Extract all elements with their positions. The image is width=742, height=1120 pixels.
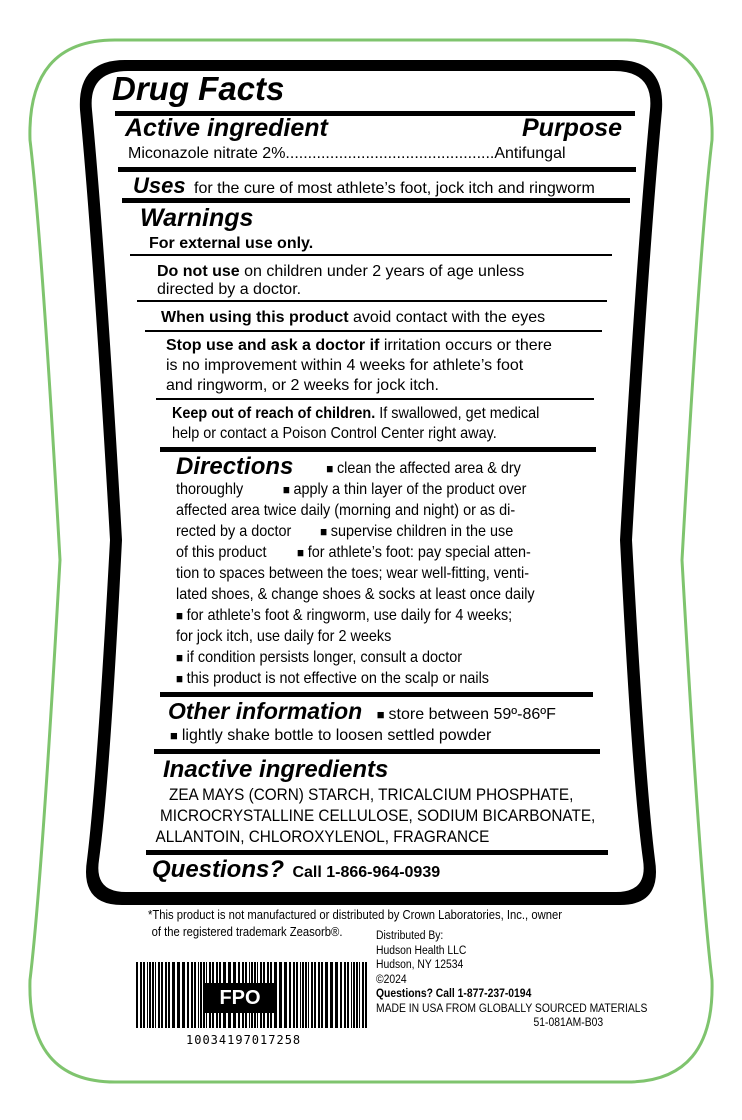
directions-text: [176, 458, 535, 689]
barcode-bar: [147, 962, 148, 1028]
directions-line: for athlete’s foot: pay special atten-: [307, 544, 531, 561]
barcode-bar: [311, 962, 313, 1028]
barcode-bar: [165, 962, 167, 1028]
active-ingredient-line: [128, 145, 566, 163]
barcode-bar: [325, 962, 328, 1028]
barcode-number: 10034197017258: [186, 1033, 302, 1047]
barcode-bar: [365, 962, 367, 1028]
directions-line: clean the affected area & dry: [336, 460, 521, 477]
directions-heading: Directions: [176, 453, 294, 480]
directions-line: if condition persists longer, consult a doctor: [186, 649, 463, 666]
keep-out-line1: If swallowed, get medical: [379, 405, 540, 422]
bullet: ■: [326, 461, 334, 476]
when-using-lead: When using this product: [161, 309, 349, 326]
trademark-line2: of the registered trademark Zeasorb®.: [151, 925, 343, 939]
distributed-by: Distributed By:: [376, 930, 444, 942]
company-name: Hudson Health LLC: [376, 944, 467, 957]
barcode-bar: [152, 962, 154, 1028]
barcode-bar: [172, 962, 175, 1028]
purpose-heading: Purpose: [522, 114, 623, 142]
barcode-bar: [351, 962, 352, 1028]
barcode-bar: [356, 962, 358, 1028]
inactive-line: ALLANTOIN, CHLOROXYLENOL, FRAGRANCE: [155, 827, 490, 846]
inactive-line: MICROCRYSTALLINE CELLULOSE, SODIUM BICARBONATE,: [160, 806, 596, 825]
barcode-bar: [305, 962, 307, 1028]
uses-section: [133, 173, 595, 199]
barcode-bar: [293, 962, 295, 1028]
barcode-bar: [296, 962, 298, 1028]
made-in: MADE IN USA FROM GLOBALLY SOURCED MATERIALS: [376, 1002, 648, 1015]
footer-questions: Questions? Call 1-877-237-0194: [376, 988, 532, 1000]
trademark-line1: *This product is not manufactured or distributed by Crown Laboratories, Inc., owner: [148, 908, 562, 922]
keep-out-lead: Keep out of reach of children.: [172, 405, 376, 422]
inactive-heading: Inactive ingredients: [163, 756, 389, 783]
directions-line: supervise children in the use: [330, 523, 514, 540]
active-ingredient-name: Miconazole nitrate 2%: [128, 145, 286, 162]
barcode-bar: [161, 962, 163, 1028]
do-not-use-line2: directed by a doctor.: [157, 281, 302, 298]
company-city: Hudson, NY 12534: [376, 959, 464, 971]
do-not-use-warning: [157, 263, 524, 299]
stop-use-line1: irritation occurs or there: [383, 337, 552, 354]
barcode-bar: [308, 962, 309, 1028]
bullet: ■: [376, 707, 385, 722]
active-ingredient-heading: Active ingredient: [125, 114, 328, 142]
barcode-bar: [318, 962, 320, 1028]
directions-line: for athlete’s foot & ringworm, use daily for 4 weeks;: [186, 607, 513, 624]
stop-use-line3: and ringworm, or 2 weeks for jock itch.: [166, 377, 439, 394]
directions-line: lated shoes, & change shoes & socks at least once daily: [176, 586, 535, 603]
copyright: ©2024: [376, 973, 407, 986]
barcode-bar: [182, 962, 185, 1028]
barcode-bar: [194, 962, 196, 1028]
leader-dots: ...............................................: [285, 145, 495, 162]
barcode-bar: [321, 962, 323, 1028]
other-info-section: [168, 698, 556, 725]
uses-text: for the cure of most athlete’s foot, jock itch and ringworm: [194, 180, 595, 197]
warnings-heading: Warnings: [140, 204, 254, 232]
barcode-bar: [314, 962, 316, 1028]
storage-text: store between 59º-86ºF: [388, 706, 556, 723]
inactive-line: ZEA MAYS (CORN) STARCH, TRICALCIUM PHOSPHATE,: [169, 785, 574, 804]
directions-line: for jock itch, use daily for 2 weeks: [176, 628, 392, 645]
bullet: ■: [297, 545, 305, 560]
bullet: ■: [282, 482, 290, 497]
barcode-bar: [344, 962, 346, 1028]
barcode-bar: [198, 962, 199, 1028]
barcode-bar: [149, 962, 151, 1028]
questions-section: [152, 856, 440, 884]
directions-line: apply a thin layer of the product over: [293, 481, 527, 498]
barcode-bar: [187, 962, 189, 1028]
uses-heading: Uses: [133, 173, 186, 198]
directions-line: thoroughly: [176, 481, 244, 498]
directions-line: rected by a doctor: [176, 523, 292, 540]
barcode-bar: [335, 962, 338, 1028]
keep-out-warning: [172, 404, 539, 444]
bullet: ■: [320, 524, 328, 539]
questions-heading: Questions?: [152, 856, 285, 883]
barcode-bar: [155, 962, 156, 1028]
stop-use-line2: is no improvement within 4 weeks for athlete’s foot: [166, 357, 524, 374]
directions-line: tion to spaces between the toes; wear well-fitting, venti-: [176, 565, 529, 582]
barcode-bar: [191, 962, 193, 1028]
barcode-bar: [289, 962, 291, 1028]
bullet: ■: [176, 671, 184, 686]
barcode-bar: [302, 962, 304, 1028]
do-not-use-lead: Do not use: [157, 263, 240, 280]
barcode-bar: [330, 962, 333, 1028]
barcode-bar: [362, 962, 364, 1028]
directions-line: of this product: [176, 544, 267, 561]
directions-line: this product is not effective on the scalp or nails: [186, 670, 489, 687]
barcode-bar: [340, 962, 342, 1028]
shake-text: lightly shake bottle to loosen settled powder: [181, 727, 492, 744]
inactive-list: [155, 784, 596, 847]
bullet: ■: [176, 608, 184, 623]
other-info-line2: [170, 727, 491, 745]
do-not-use-line1: on children under 2 years of age unless: [244, 263, 525, 280]
keep-out-line2: help or contact a Poison Control Center right away.: [172, 425, 497, 442]
fpo-badge: FPO: [205, 983, 275, 1013]
barcode-bar: [279, 962, 282, 1028]
barcode-bar: [300, 962, 301, 1028]
stop-use-warning: [166, 336, 552, 396]
barcode-bar: [200, 962, 202, 1028]
distributor-block: [376, 929, 647, 1031]
bullet: ■: [170, 728, 178, 743]
when-using-warning: [161, 309, 545, 327]
barcode-bar: [347, 962, 349, 1028]
barcode-bar: [353, 962, 355, 1028]
bullet: ■: [176, 650, 184, 665]
product-code: 51-081AM-B03: [533, 1017, 604, 1029]
barcode-bar: [136, 962, 138, 1028]
purpose-value: Antifungal: [494, 145, 566, 162]
barcode-bar: [284, 962, 287, 1028]
other-info-heading: Other information: [168, 698, 363, 724]
drug-facts-title: Drug Facts: [112, 70, 285, 107]
barcode-bar: [359, 962, 360, 1028]
stop-use-lead: Stop use and ask a doctor if: [166, 337, 380, 354]
barcode-bar: [158, 962, 160, 1028]
barcode-bar: [140, 962, 142, 1028]
barcode-bar: [177, 962, 180, 1028]
directions-line: affected area twice daily (morning and night) or as di-: [176, 502, 516, 519]
other-info-line1: [377, 706, 556, 723]
external-use-warning: For external use only.: [149, 235, 314, 252]
barcode-bar: [168, 962, 170, 1028]
when-using-text: avoid contact with the eyes: [353, 309, 546, 326]
questions-phone: Call 1-866-964-0939: [292, 864, 441, 881]
barcode-bar: [143, 962, 145, 1028]
